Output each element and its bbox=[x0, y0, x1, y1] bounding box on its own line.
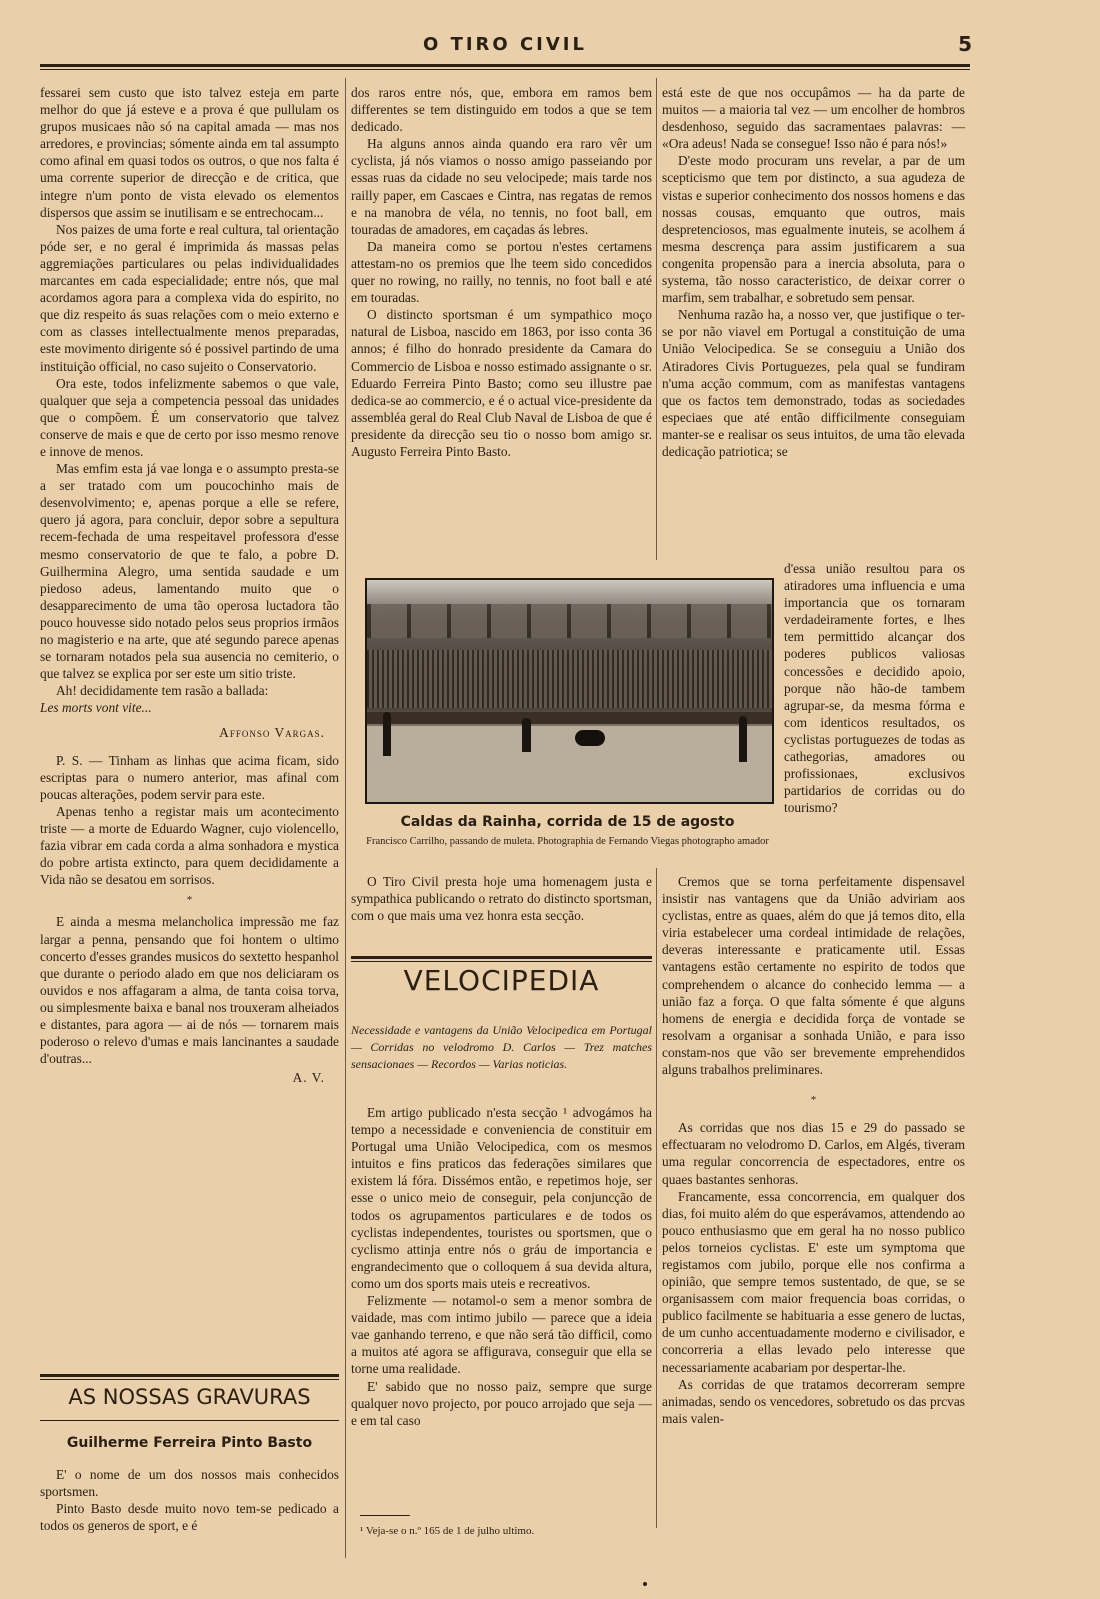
photo-caption: Caldas da Rainha, corrida de 15 de agosto bbox=[400, 814, 735, 830]
paragraph: E' sabido que no nosso paiz, sempre que surge qualquer novo projecto, por pouco arrojado que seja — e em tal caso bbox=[351, 1378, 652, 1428]
paragraph: As corridas de que tratamos decorreram sempre animadas, sendo os vencedores, sobretudo os das prcvas mais valen- bbox=[662, 1376, 965, 1426]
paragraph: Nenhuma razão ha, a nosso ver, que justifique o ter-se por não viavel em Portugal a constituição de uma União Velocipedica. Se se conseguiu a União dos Atiradores Civis Portuguezes, pela qual se fundiram n'uma acção commum, com as manifestas vantagens que os factos tem demonstrado, todas as sociedades especiaes que até então difficilmente conseguiam manter-se e realisar os seus intuitos, de uma tão elevada dedicação patriotica; se bbox=[662, 307, 965, 459]
wrapped-text-beside-photo bbox=[784, 560, 965, 816]
footnote-rule bbox=[360, 1515, 410, 1516]
section-star: * bbox=[810, 1094, 817, 1107]
velocipedia-body bbox=[351, 1104, 652, 1429]
paragraph: E ainda a mesma melancholica impressão me faz largar a penna, pensando que foi hontem o ultimo concerto d'esses grandes musicos do sextetto hespanhol que durante o periodo alado em que nos deliciaram os ouvidos e nos affagaram a alma, de tanta coisa torva, ou simplesmente baixa e banal nos trouxeram alheiados e distantes, para agora — ai de nós — tornarem mais poderoso o relevo d'umas e mais lancinantes a saudade d'outras... bbox=[40, 914, 339, 1067]
column-divider bbox=[345, 78, 346, 1558]
photo-figure bbox=[739, 716, 747, 762]
section-title-gravuras: AS NOSSAS GRAVURAS bbox=[68, 1385, 311, 1409]
photo-figure bbox=[383, 712, 391, 756]
paragraph: Apenas tenho a registar mais um acontecimento triste — a morte de Eduardo Wagner, cujo violencello, fazia vibrar em cada corda a alma sonhadora e mystica do pobre artista extincto, para quem decididamente a Vida não se desatou em sorrisos. bbox=[40, 803, 339, 888]
paragraph: Da maneira como se portou n'estes certamens attestam-no os premios que lhe teem sido concedidos quer no rowing, no railly, no tennis, no foot ball e até em touradas. bbox=[351, 238, 652, 306]
section-title-velocipedia: VELOCIPEDIA bbox=[403, 964, 600, 997]
paragraph: Pinto Basto desde muito novo tem-se pedicado a todos os generos de sport, e é bbox=[40, 1501, 339, 1534]
paragraph: As corridas que nos dias 15 e 29 do passado se effectuaram no velodromo D. Carlos, em Algés, tiveram uma regular concorrencia de espectadores, entre os quaes bastantes senhoras. bbox=[662, 1120, 965, 1187]
paragraph: Ha alguns annos ainda quando era raro vêr um cyclista, já nós viamos o nosso amigo passeiando por essas ruas da cidade no seu velocipede; mais tarde nos railly paper, em Cascaes e Cintra, nas regatas de remos e na manobra de véla, no tennis, no foot ball, em touradas de amadores, em caçadas ás lebres. bbox=[351, 136, 652, 237]
postscript: P. S. — Tinham as linhas que acima ficam, sido escriptas para o numero anterior, mas afinal com poucas alterações, podem servir para este. bbox=[40, 752, 339, 802]
masthead bbox=[40, 34, 970, 62]
photo-grandstand bbox=[367, 604, 772, 638]
header-rule bbox=[40, 64, 970, 67]
photo-crowd bbox=[367, 650, 772, 708]
paragraph: Em artigo publicado n'esta secção ¹ advogámos ha tempo a necessidade e conveniencia de constituir em Portugal uma União Velocipedica, com os mesmos intuitos e fins praticos das federações similares que existem lá fóra. Dissémos então, e repetimos hoje, ser esse o unico meio de conseguir, pela conjuncção de todos os agrupamentos particulares e de todos os cyclistas independentes, touristes ou sportsmen, que o cyclismo attinja entre nós o gráu de importancia e engrandecimento que o colloquem á sua devida altura, como um dos sports mais uteis e recreativos. bbox=[351, 1105, 652, 1291]
paragraph: Francamente, essa concorrencia, em qualquer dos dias, foi muito além do que esperávamos, attendendo ao pouco enthusiasmo que em geral ha no nosso publico pelos torneios cyclistas. E' este um symptoma que registamos com jubilo, porque elle nos confirma a opinião, que sempre temos sustentado, de que, se se organisassem com maior frequencia boas corridas, o publico facilmente se habituaria a esse genero de luctas, de um cunho accentuadamente moderno e civilisador, e concorreria a ellas levado pelo interesse que necessariamente acabariam por despertar-lhe. bbox=[662, 1188, 965, 1375]
photo-figure bbox=[522, 718, 531, 752]
paragraph: Cremos que se torna perfeitamente dispensavel insistir nas vantagens que da União adviriam aos cyclistas, entre as quaes, além do que já temos dito, ella viria estabelecer uma cordeal intimidade de relações, deveras interessante e praticamente util. Essas vantagens estão certamente no espirito de todos que comprehendem o alcance do conhecido lemma — a união faz a força. O que falta sómente é que alguns homens de energia e decidida força de vontade se resolvam a organisar a sonhada União, e para isso constam-nos que vão ser brevemente emprehendidos alguns trabalhos preliminares. bbox=[662, 874, 965, 1078]
column-divider bbox=[656, 78, 657, 560]
paragraph: d'essa união resultou para os atiradores uma influencia e uma importancia que os tornaram verdadeiramente fortes, e lhes tem permittido alcançar dos poderes publicos valiosas concessões e decidido apoio, porque não hão-de tambem agrupar-se, da mesma fórma e com identicos resultados, os cyclistas portuguezes de todas as cathegorias, amadores ou profissionaes, exclusivos partidarios de corridas ou do tourismo? bbox=[784, 561, 965, 816]
paragraph: Felizmente — notamol-o sem a menor sombra de vaidade, mas com intimo jubilo — parece que a ideia vae ganhando terreno, e que não será tão difficil, como a muitos até agora se affigurava, conseguir que ella se torne uma realidade. bbox=[351, 1293, 652, 1377]
gravuras-body bbox=[40, 1466, 339, 1534]
paragraph: E' o nome de um dos nossos mais conhecidos sportsmen. bbox=[40, 1467, 339, 1500]
bullfight-photograph bbox=[365, 578, 774, 804]
page-number: 5 bbox=[958, 32, 972, 56]
gravuras-subtitle: Guilherme Ferreira Pinto Basto bbox=[66, 1435, 313, 1451]
photo-barrier bbox=[367, 712, 772, 724]
section-rule-thin bbox=[40, 1379, 339, 1380]
velocipedia-summary: Necessidade e vantagens da União Velocipedica em Portugal — Corridas no velodromo D. Carlos — Trez matches sensacionaes — Recordos — Varias noticias. bbox=[351, 1023, 652, 1071]
paragraph: Ora este, todos infelizmente sabemos o que vale, qualquer que seja a competencia pessoal das unidades que o compõem. É um conservatorio que talvez conserve de mais e que de certo por isso mesmo renove e innove de menos. bbox=[40, 375, 339, 459]
paragraph: Ah! decididamente tem rasão a ballada: bbox=[56, 683, 269, 699]
footnote: ¹ Veja-se o n.º 165 de 1 de julho ultimo. bbox=[360, 1525, 535, 1537]
velocipedia-continued bbox=[662, 84, 965, 460]
paragraph: dos raros entre nós, que, embora em ramos bem differentes se tem distinguido em todos a que se tem dedicado. bbox=[351, 85, 652, 135]
velocipedia-lower bbox=[662, 873, 965, 1427]
section-rule-thin bbox=[40, 1420, 339, 1421]
header-rule-thin bbox=[40, 69, 970, 70]
section-rule bbox=[40, 1374, 339, 1377]
quote-line: Les morts vont vite... bbox=[40, 700, 152, 716]
page-mark bbox=[643, 1582, 647, 1586]
column-divider bbox=[656, 868, 657, 1528]
author-signature: Affonso Vargas. bbox=[219, 725, 325, 741]
paragraph: O Tiro Civil presta hoje uma homenagem justa e sympathica publicando o retrato do distincto sportsman, com o que mais uma vez honra esta secção. bbox=[351, 874, 652, 924]
paragraph: está este de que nos occupâmos — ha da parte de muitos — a maioria tal vez — um encolher de hombros desdenhoso, seguido das sacramentaes palavras: — «Ora adeus! Nada se consegue! Isso não é para nós!» bbox=[662, 85, 965, 152]
author-initials: A. V. bbox=[292, 1070, 325, 1086]
paragraph: D'este modo procuram uns revelar, a par de um scepticismo que tem por distincto, a sua agudeza de vistas e superior conhecimento dos nossos homens e das nossas cousas, emquanto que outros, mais despretenciosos, mas egualmente inuteis, se acolhem á mesma descrença para assim justificarem a sua congenita propensão para a inercia absoluta, para o systema, tão nosso caracteristico, de deixar correr o marfim, sem trabalhar, e sobretudo sem pensar. bbox=[662, 153, 965, 306]
photo-credit: Francisco Carrilho, passando de muleta. Photographia de Fernando Viegas photographo amador bbox=[366, 836, 769, 847]
section-rule bbox=[351, 956, 652, 959]
section-rule-thin bbox=[351, 961, 652, 962]
newspaper-title: O TIRO CIVIL bbox=[423, 34, 587, 55]
article-music-column bbox=[40, 84, 339, 1096]
photo-arena bbox=[367, 726, 772, 802]
article-pinto-basto bbox=[351, 84, 652, 460]
tribute-paragraph bbox=[351, 873, 652, 924]
section-star: * bbox=[186, 894, 193, 907]
paragraph: O distincto sportsman é um sympathico moço natural de Lisboa, nascido em 1863, por isso conta 36 annos; é filho do honrado presidente da Camara do Commercio de Lisboa e nosso estimado assignante o sr. Eduardo Ferreira Pinto Basto; como seu illustre pae dedica-se ao commercio, e é o actual vice-presidente da assembléa geral do Real Club Naval de Lisboa de que é presidente da direcção seu tio o nosso bom amigo sr. Augusto Ferreira Pinto Basto. bbox=[351, 307, 652, 459]
paragraph: fessarei sem custo que isto talvez esteja em parte melhor do que já esteve e a prova é que pullulam os grupos musicaes não só na capital amada — mas nos arredores, e provincias; sómente ainda em tal assumpto como afinal em quasi todos os outros, o que nos falta é uma corrente superior de direcção e de critica, que integre n'um ponto de vista elevado os elementos dispersos que assim se inutilisam e se entrechocam... bbox=[40, 85, 339, 220]
paragraph: Mas emfim esta já vae longa e o assumpto presta-se a ser tratado com um poucochinho mais de desenvolvimento; e, apenas porque a elle se refere, quero já agora, para concluir, depor sobre a sepultura recem-fechada de uma respeitavel professora d'esse mesmo conservatorio de que te falo, a pobre D. Guilhermina Alegro, uma sentida saudade e um piedoso adeus, lamentando muito que o desapparecimento de uma tão operosa luctadora tão pouco houvesse sido notado pelos seus proprios irmãos no magisterio e na arte, que até segundo parece apenas se tornaram notados pela sua ausencia no cemiterio, o que talvez se explica por ser este um sitio triste. bbox=[40, 461, 339, 682]
photo-bull bbox=[575, 730, 605, 746]
paragraph: Nos paizes de uma forte e real cultura, tal orientação póde ser, e no geral é imprimida ás massas pelas aggremiações particulares ou pelas individualidades marcantes em cada especialidade; entre nós, que mal acordamos agora para a complexa vida do espirito, no que diz respeito ás suas relações com o meio externo e com as classes intellectualmente menos preparadas, este movimento dirigente só é possivel partindo de uma instituição official, no caso sujeito o Conservatorio. bbox=[40, 221, 339, 374]
